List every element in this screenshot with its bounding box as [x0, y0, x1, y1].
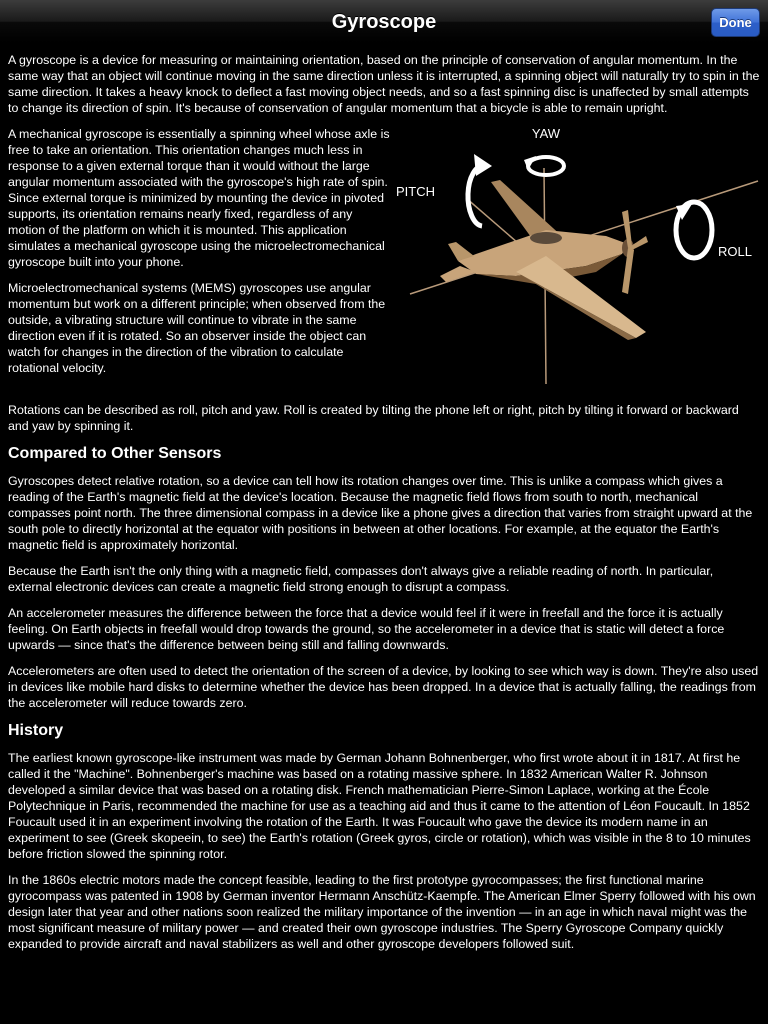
history-paragraph-2: In the 1860s electric motors made the concept feasible, leading to the first prototype gyrocompasses; the first functional marine gyrocompass was patented in 1908 by German inventor Hermann Anschütz-Kaempfe. The American Elmer Sperry followed with his own design later that year and other nations soon realized the military importance of the invention — in an age in which naval might was the most significant measure of military power — and created their own gyroscope industries. The Sperry Gyroscope Company quickly expanded to provide aircraft and naval stabilizers as well and other gyroscope developers followed suit.	[8, 873, 756, 951]
sensors-paragraph-1: Gyroscopes detect relative rotation, so a device can tell how its rotation changes over time. This is unlike a compass which gives a reading of the Earth's magnetic field at the device's location. Because the magnetic field flows from south to north, mechanical compasses point north. The three dimensional compass in a device like a phone gives a direction that varies from straight upward at the south pole to directly horizontal at the equator with positions in between at other locations. For example, at the equator the Earth's magnetic field is approximately horizontal.	[8, 474, 753, 552]
pitch-arrow-icon	[468, 154, 492, 226]
intro-left-column	[8, 126, 390, 376]
intro-paragraph-3: Microelectromechanical systems (MEMS) gyroscopes use angular momentum but work on a different principle; when observed from the outside, a vibrating structure will continue to vibrate in the same direction even if it is rotated. So an observer inside the object can watch for changes in the direction of the vibration to calculate rotational velocity.	[8, 281, 386, 375]
intro-paragraph-4: Rotations can be described as roll, pitch and yaw. Roll is created by tilting the phone left or right, pitch by tilting it forward or backward and yaw by spinning it.	[8, 403, 739, 433]
yaw-label: YAW	[531, 126, 561, 141]
sensors-paragraph-2: Because the Earth isn't the only thing with a magnetic field, compasses don't always give a reliable reading of north. In particular, external electronic devices can create a magnetic field strong enough to disrupt a compass.	[8, 564, 714, 594]
pitch-label: PITCH	[396, 184, 435, 199]
history-paragraph-1: The earliest known gyroscope-like instrument was made by German Johann Bohnenberger, who first wrote about it in 1817. At first he called it the "Machine". Bohnenberger's machine was based on a rotating massive sphere. In 1832 American Walter R. Johnson developed a similar device that was based on a rotating disk. French mathematician Pierre-Simon Laplace, working at the École Polytechnique in Paris, recommended the machine for use as a teaching aid and thus it came to the attention of Léon Foucault. In 1852 Foucault used it in an experiment involving the rotation of the Earth. It was Foucault who gave the device its modern name in an experiment to see (Greek skopeein, to see) the Earth's rotation (Greek gyros, circle or rotation), which was visible in the 8 to 10 minutes before friction slowed the spinning rotor.	[8, 751, 751, 861]
roll-arrow-icon	[676, 202, 712, 258]
sensors-paragraph-4: Accelerometers are often used to detect the orientation of the screen of a device, by looking to see which way is down. They're also used in devices like mobile hard disks to determine whether the device has been dropped. In a device that is actually falling, the readings from the accelerometer will reduce towards zero.	[8, 664, 759, 710]
sensors-paragraph-3: An accelerometer measures the difference between the force that a device would feel if it were in freefall and the force it is actually feeling. On Earth objects in freefall would drop towards the ground, so the accelerometer in a device that is static will detect a force upwards — since that's the difference between being still and falling downwards.	[8, 606, 725, 652]
navigation-bar	[0, 0, 768, 44]
figure-section	[8, 126, 760, 402]
sensors-heading: Compared to Other Sensors	[8, 445, 222, 462]
history-heading: History	[8, 722, 64, 739]
done-button[interactable]: Done	[711, 8, 760, 37]
intro-paragraph-1: A gyroscope is a device for measuring or maintaining orientation, based on the principle of conservation of angular momentum. In the same way that an object will continue moving in the same direction unless it is interrupted, a spinning object will naturally try to spin in the same direction. It takes a heavy knock to deflect a fast moving object needs, and so a fast spinning disc is unaffected by small attempts to change its direction of spin. It's because of conservation of angular momentum that a bicycle is able to remain upright.	[8, 53, 760, 115]
page-title: Gyroscope	[331, 11, 437, 33]
roll-label: ROLL	[718, 244, 752, 259]
article-content[interactable]	[8, 52, 760, 962]
airplane-rotation-diagram	[396, 126, 760, 396]
intro-paragraph-2: A mechanical gyroscope is essentially a spinning wheel whose axle is free to take an orientation. This orientation changes much less in response to a given external torque than it would without the large angular momentum associated with the gyroscope's high rate of spin. Since external torque is minimized by mounting the device in pivoted supports, its orientation remains nearly fixed, regardless of any motion of the platform on which it is mounted. This application simulates a mechanical gyroscope using the microelectromechanical gyroscope built into your phone.	[8, 127, 390, 269]
